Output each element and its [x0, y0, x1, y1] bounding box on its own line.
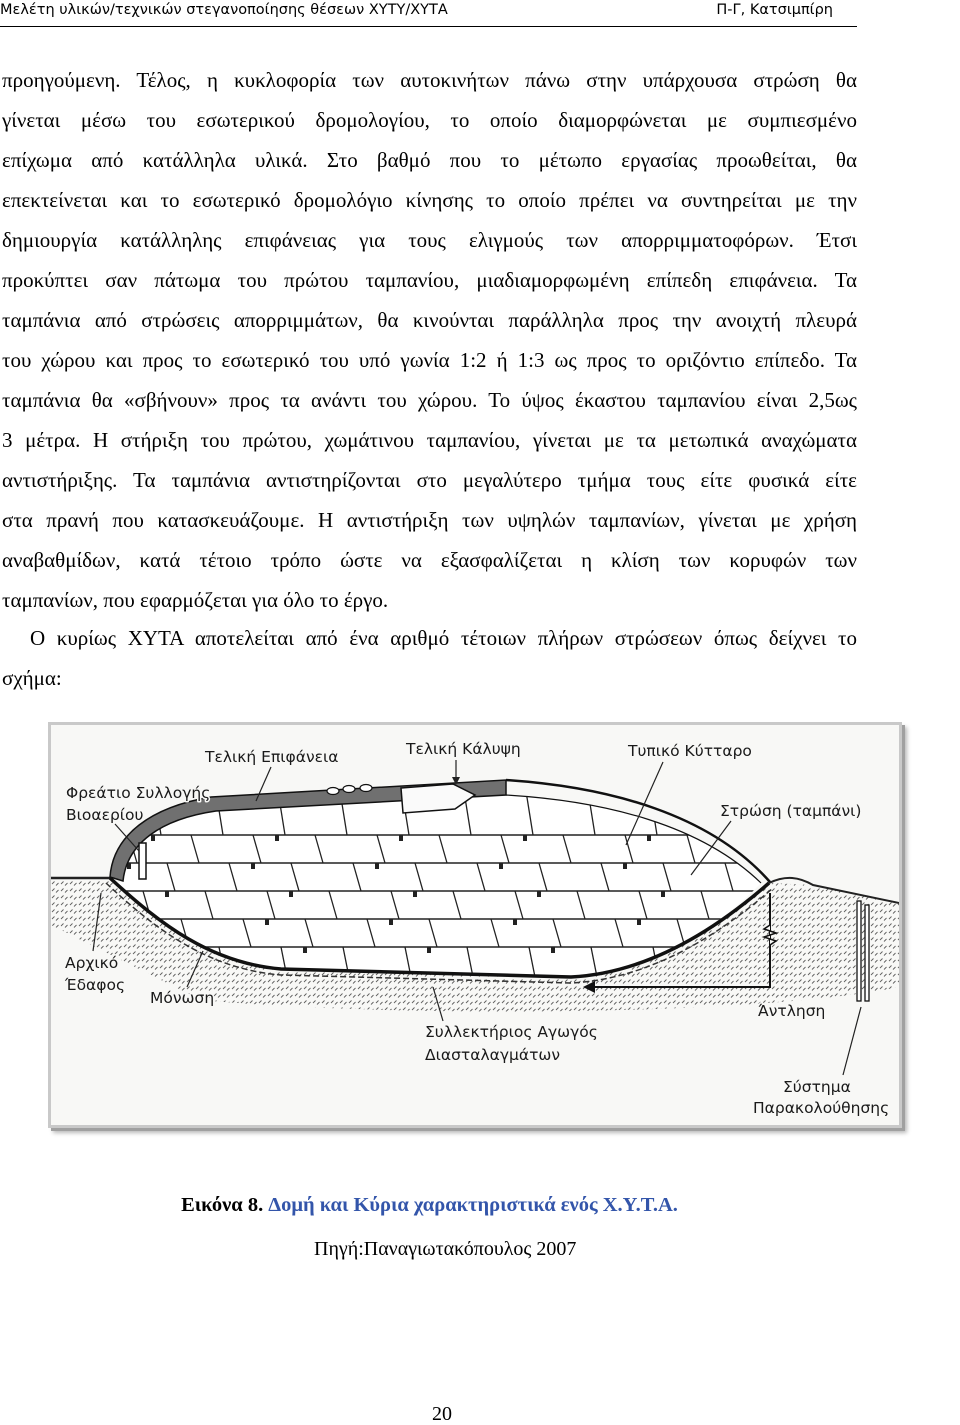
drainage-marker: [275, 835, 279, 841]
cover-stone: [360, 785, 372, 792]
label-leachate-pipe: Διασταλαγμάτων: [425, 1046, 561, 1064]
drainage-marker: [551, 947, 555, 953]
label-gas-well: Φρεάτιο Συλλογής: [66, 784, 211, 802]
drainage-marker: [265, 919, 269, 925]
figure-source: Πηγή:Παναγιωτακόπουλος 2007: [314, 1238, 577, 1260]
drainage-marker: [151, 835, 155, 841]
header-rule: [0, 26, 857, 27]
body-text-line: στα πρανή που κατασκευάζουμε. Η αντιστήριξη των υψηλών ταμπανίων, γίνεται με χρήση: [2, 508, 857, 532]
paragraph-2: [2, 618, 857, 698]
body-text-line: αντιστήριξης. Τα ταμπάνια αντιστηρίζονται στο μεγαλύτερο τμήμα τους είτε φυσικά είτε: [2, 468, 857, 492]
drainage-marker: [389, 919, 393, 925]
body-text-line: σχήμα:: [2, 666, 62, 690]
caption-title: Δομή και Κύρια χαρακτηριστικά ενός Χ.Υ.Τ.Α.: [268, 1194, 678, 1216]
body-text-line: Ο κυρίως ΧΥΤΑ αποτελείται από ένα αριθμό τέτοιων πλήρων στρώσεων όπως δείχνει το: [30, 626, 857, 650]
cover-stone: [343, 786, 355, 793]
body-text-line: ταμπάνια θα «σβήνουν» προς τα ανάντι του χώρου. Το ύψος έκαστου ταμπανίου είναι 2,5ως: [2, 388, 857, 412]
caption-number: Εικόνα 8.: [181, 1194, 264, 1216]
label-liner: Μόνωση: [150, 989, 215, 1007]
drainage-marker: [647, 835, 651, 841]
page-number: 20: [432, 1403, 452, 1425]
label-original-soil: Έδαφος: [65, 976, 126, 994]
body-text-line: ταμπάνια από στρώσεις απορριμμάτων, θα κινούνται παράλληλα προς την ανοιχτή πλευρά: [2, 308, 857, 332]
drainage-marker: [165, 891, 169, 897]
drainage-marker: [289, 891, 293, 897]
label-pumping: Άντληση: [758, 1002, 826, 1020]
body-text-line: του χώρου και προς το εσωτερικό του υπό γωνία 1:2 ή 1:3 ως προς το οριζόντιο επίπεδο. Τα: [2, 348, 857, 372]
landfill-cross-section-diagram: [51, 725, 899, 1125]
document-header-title: Μελέτη υλικών/τεχνικών στεγανοποίησης θέσεων ΧΥΤΥ/ΧΥΤΑ: [0, 2, 448, 18]
drainage-marker: [427, 947, 431, 953]
document-header-author: Π-Γ, Κατσιμπίρη: [716, 2, 833, 18]
label-layer: Στρώση (ταμπάνι): [720, 802, 862, 820]
body-text-line: επίχωμα από κατάλληλα υλικά. Στο βαθμό που το μέτωπο εργασίας προωθείται, θα: [2, 148, 857, 172]
body-text-line: ταμπανίων, που εφαρμόζεται για όλο το έργο.: [2, 588, 389, 612]
figure-caption: [2, 1193, 857, 1217]
label-original-soil: Αρχικό: [65, 954, 119, 972]
label-gas-well: Βιοαερίου: [66, 806, 144, 824]
cover-stone: [327, 788, 339, 795]
body-text-line: επεκτείνεται και το εσωτερικό δρομολόγιο κίνησης το οποίο πρέπει να συντηρείται με την: [2, 188, 857, 212]
body-text-line: γίνεται μέσω του εσωτερικού δρομολογίου, το οποίο διαμορφώνεται με συμπιεσμένο: [2, 108, 857, 132]
body-text-line: αναβαθμίδων, κατά τέτοιο τρόπο ώστε να εξασφαλίζεται η κλίση των κορυφών των: [2, 548, 857, 572]
drainage-marker: [537, 891, 541, 897]
paragraph-1: [2, 60, 857, 620]
drainage-marker: [399, 835, 403, 841]
body-text-line: προκύπτει σαν πάτωμα του πρώτου ταμπανίου, μιαδιαμορφωμένη επίπεδη επιφάνεια. Τα: [2, 268, 857, 292]
body-text-line: προηγούμενη. Τέλος, η κυκλοφορία των αυτοκινήτων πάνω στην υπάρχουσα στρώση θα: [2, 68, 857, 92]
label-leachate-pipe: Συλλεκτήριος Αγωγός: [425, 1023, 598, 1041]
monitoring-well: [865, 905, 869, 1001]
label-final-surface: Τελική Επιφάνεια: [205, 748, 339, 766]
label-monitoring-system: Παρακολούθησης: [753, 1099, 890, 1117]
body-text-line: δημιουργία κατάλληλης επιφάνειας για τους ελιγμούς των απορριμματοφόρων. Έτσι: [2, 228, 857, 252]
drainage-marker: [637, 919, 641, 925]
drainage-marker: [375, 863, 379, 869]
drainage-marker: [513, 919, 517, 925]
drainage-marker: [523, 835, 527, 841]
label-final-cover: Τελική Κάλυψη: [406, 740, 521, 758]
drainage-marker: [499, 863, 503, 869]
label-monitoring-system: Σύστημα: [783, 1078, 851, 1096]
figure-frame: [48, 722, 902, 1128]
gas-well: [139, 843, 146, 879]
drainage-marker: [303, 947, 307, 953]
label-typical-cell: Τυπικό Κύτταρο: [628, 742, 752, 760]
body-text-line: 3 μέτρα. Η στήριξη του πρώτου, χωμάτινου ταμπανίου, γίνεται με τα μετωπικά αναχώματα: [2, 428, 857, 452]
monitoring-well: [857, 901, 861, 1001]
drainage-marker: [623, 863, 627, 869]
drainage-marker: [251, 863, 255, 869]
drainage-marker: [413, 891, 417, 897]
drainage-marker: [661, 891, 665, 897]
